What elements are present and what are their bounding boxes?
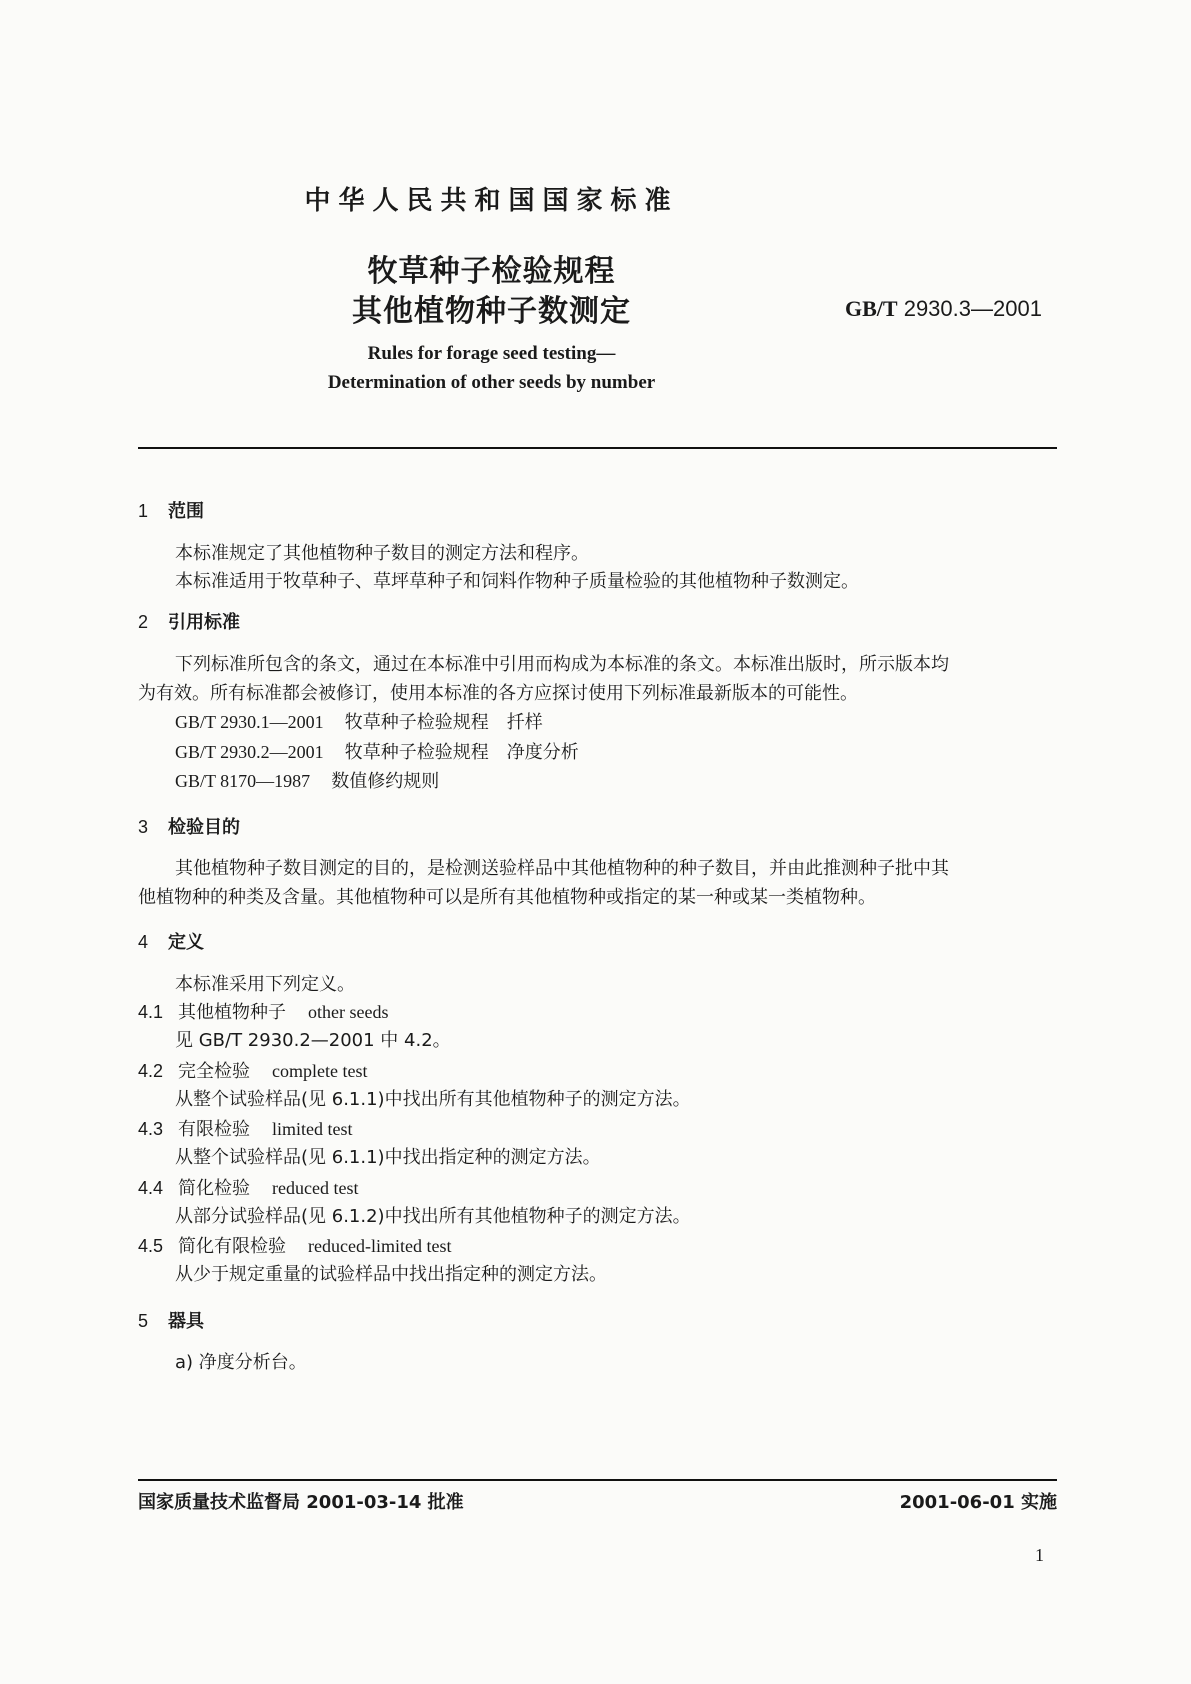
- definition-en: reduced test: [272, 1178, 359, 1198]
- section-2-para-1: 下列标准所包含的条文，通过在本标准中引用而构成为本标准的条文。本标准出版时，所示版本均: [175, 654, 949, 675]
- definition-cn: 简化有限检验: [178, 1236, 286, 1257]
- definition-en: limited test: [272, 1119, 353, 1139]
- section-2-para-2: 为有效。所有标准都会被修订，使用本标准的各方应探讨使用下列标准最新版本的可能性。: [138, 683, 858, 704]
- definition-cn: 其他植物种子: [178, 1002, 286, 1023]
- section-3-heading: [138, 813, 240, 839]
- definition-number: 4.5: [138, 1236, 164, 1256]
- section-1-para-2: 本标准适用于牧草种子、草坪草种子和饲料作物种子质量检验的其他植物种子数测定。: [175, 571, 859, 592]
- standard-number-value: 2930.3—2001: [903, 296, 1042, 321]
- effective-date: 2001-06-01 实施: [899, 1492, 1057, 1513]
- definition-term: [138, 1115, 353, 1141]
- section-3-para-1: 其他植物种子数目测定的目的，是检测送验样品中其他植物种的种子数目，并由此推测种子批中其: [175, 858, 949, 879]
- national-standard-heading: 中华人民共和国国家标准: [304, 186, 679, 216]
- reference-title: 牧草种子检验规程 净度分析: [344, 742, 579, 763]
- reference-code: GB/T 2930.2—2001: [175, 742, 324, 762]
- section-1-heading: [138, 497, 204, 523]
- section-title: 器具: [168, 1311, 204, 1332]
- page-number: 1: [1035, 1545, 1044, 1565]
- definition-text: 从少于规定重量的试验样品中找出指定种的测定方法。: [175, 1264, 607, 1285]
- section-title: 定义: [168, 932, 204, 953]
- section-title: 范围: [168, 501, 204, 522]
- definition-en: other seeds: [308, 1002, 389, 1022]
- reference-item: [175, 738, 579, 764]
- reference-title: 牧草种子检验规程 扦样: [344, 712, 543, 733]
- en-title-line2: Determination of other seeds by number: [327, 372, 656, 393]
- approval-date: 国家质量技术监督局 2001-03-14 批准: [138, 1492, 464, 1513]
- standard-number: [845, 296, 1042, 322]
- en-title-line1: Rules for forage seed testing—: [367, 343, 616, 364]
- cn-title-line1: 牧草种子检验规程: [367, 254, 616, 289]
- cn-title-line2: 其他植物种子数测定: [352, 294, 631, 329]
- section-1-para-1: 本标准规定了其他植物种子数目的测定方法和程序。: [175, 543, 589, 564]
- definition-term: [138, 1057, 367, 1083]
- definition-number: 4.2: [138, 1061, 164, 1081]
- section-title: 引用标准: [168, 612, 240, 633]
- section-number: 3: [138, 817, 149, 837]
- definition-cn: 完全检验: [178, 1061, 250, 1082]
- definition-term: [138, 1174, 358, 1200]
- section-2-heading: [138, 608, 240, 634]
- reference-item: [175, 767, 439, 793]
- definition-cn: 简化检验: [178, 1178, 250, 1199]
- definition-en: reduced-limited test: [308, 1236, 452, 1256]
- section-title: 检验目的: [168, 817, 240, 838]
- definition-number: 4.1: [138, 1002, 164, 1022]
- section-5-heading: [138, 1307, 204, 1333]
- section-5-item-a: a) 净度分析台。: [175, 1352, 307, 1373]
- section-4-intro: 本标准采用下列定义。: [175, 974, 355, 995]
- section-number: 5: [138, 1311, 149, 1331]
- definition-term: [138, 1232, 451, 1258]
- definition-text: 从整个试验样品(见 6.1.1)中找出指定种的测定方法。: [175, 1147, 601, 1168]
- definition-text: 从整个试验样品(见 6.1.1)中找出所有其他植物种子的测定方法。: [175, 1089, 691, 1110]
- reference-code: GB/T 2930.1—2001: [175, 712, 324, 732]
- definition-text: 从部分试验样品(见 6.1.2)中找出所有其他植物种子的测定方法。: [175, 1206, 691, 1227]
- section-4-heading: [138, 928, 204, 954]
- definition-number: 4.3: [138, 1119, 164, 1139]
- section-3-para-2: 他植物种的种类及含量。其他植物种可以是所有其他植物种或指定的某一种或某一类植物种。: [138, 887, 876, 908]
- reference-item: [175, 708, 543, 734]
- section-number: 4: [138, 932, 149, 952]
- definition-number: 4.4: [138, 1178, 164, 1198]
- definition-term: [138, 998, 388, 1024]
- definition-cn: 有限检验: [178, 1119, 250, 1140]
- section-number: 1: [138, 501, 149, 521]
- section-number: 2: [138, 612, 149, 632]
- reference-code: GB/T 8170—1987: [175, 771, 311, 791]
- header-divider: [138, 447, 1057, 449]
- definition-en: complete test: [272, 1061, 368, 1081]
- footer-divider: [138, 1479, 1057, 1481]
- reference-title: 数值修约规则: [331, 771, 440, 792]
- definition-text: 见 GB/T 2930.2—2001 中 4.2。: [175, 1030, 451, 1051]
- standard-code: GB/T: [845, 296, 898, 321]
